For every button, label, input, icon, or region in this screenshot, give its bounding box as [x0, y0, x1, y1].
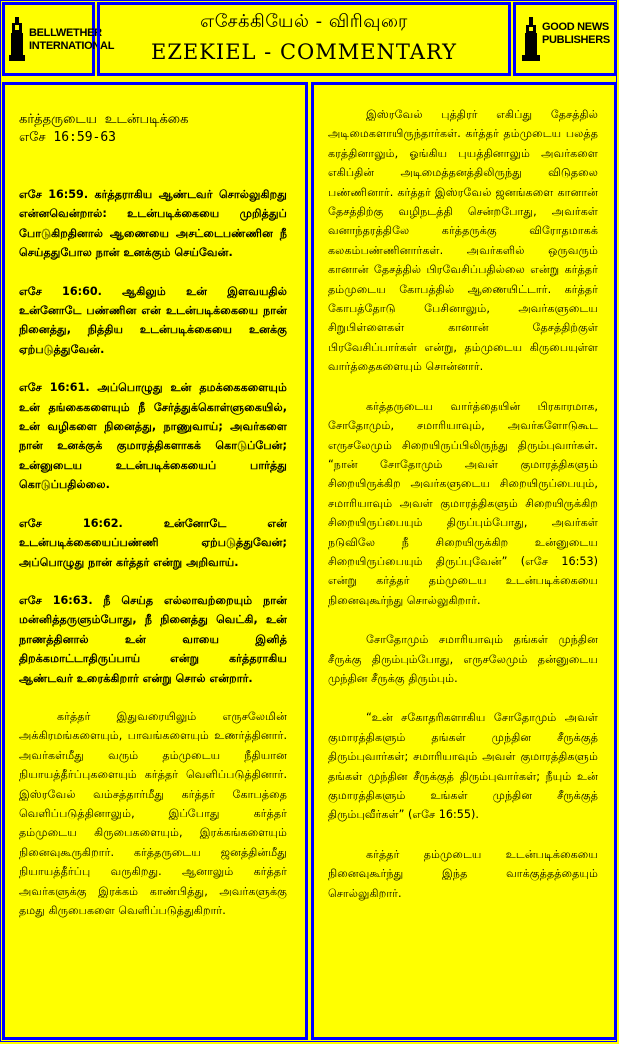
- commentary-paragraph: “உன் சகோதரிகளாகிய சோதோமும் அவள் குமாரத்திகளும் தங்கள் முந்தின சீருக்குத் திரும்புவார்கள்; சமாரியாவும் அவள் குமாரத்திகளும் தங்கள் முந்தின சீருக்குத் திரும்புவார்கள்; நீயும் உன் குமாரத்திகளும் உங்கள் முந்தின சீருக்குத் திரும்புவீர்கள்” (எசே 16:55).: [328, 711, 598, 822]
- section-heading: கர்த்தருடைய உடன்படிக்கை எசே 16:59-63: [19, 112, 189, 145]
- bell-tower-icon: [9, 17, 25, 61]
- commentary-paragraph: கர்த்தர் இதுவரையிலும் எருசலேமின் அக்கிரமங்களையும், பாவங்களையும் உணர்த்தினார். அவர்கள்மீது வரும் தம்முடைய நீதியான நியாயத்தீர்ப்புகளையும் கர்த்தர் வெளிப்படுத்தினார். இஸ்ரவேல் வம்சத்தார்மீது கர்த்தர் கோபத்தை வெளிப்படுத்தினாலும், இப்போது கர்த்தர் தம்முடைய கிருபைகளையும், இரக்கங்களையும் நினைவுகூருகிறார். கர்த்தருடைய ஜனத்தின்மீது நியாயத்தீர்ப்பு வருகிறது. ஆனாலும் கர்த்தர் அவர்களுக்கு இரக்கம் காண்பித்து, அவர்களுக்கு தமது கிருபைகளை வெளிப்படுத்துகிறார்.: [19, 709, 287, 917]
- verse-16-60: எசே 16:60. ஆகிலும் உன் இளவயதில் உன்னோடே பண்ணின என் உடன்படிக்கையை நான் நினைத்து, நித்திய உடன்படிக்கையை உனக்கு ஏற்படுத்துவேன்.: [19, 284, 287, 356]
- commentary-paragraph: கர்த்தர் தம்முடைய உடன்படிக்கையை நினைவுகூர்ந்து இந்த வாக்குத்தத்தையும் சொல்லுகிறார்.: [328, 847, 598, 900]
- tower-icon: [521, 17, 541, 61]
- title-english: EZEKIEL - COMMENTARY: [150, 40, 457, 64]
- bellwether-logo-text: BELLWETHER INTERNATIONAL: [29, 27, 115, 52]
- verse-16-63: எசே 16:63. நீ செய்த எல்லாவற்றையும் நான் மன்னித்தருளும்போது, நீ நினைத்து வெட்கி, உன் நாணத்தினால் உன் வாயை இனித் திறக்கமாட்டாதிருப்பாய் என்று கர்த்தராகிய ஆண்டவர் உரைக்கிறார் என்று சொல் என்றார்.: [19, 593, 287, 685]
- commentary-paragraph: சோதோமும் சமாரியாவும் தங்கள் முந்தின சீருக்கு திரும்பும்போது, எருசலேமும் தன்னுடைய முந்தின சீருக்கு திரும்பும்.: [328, 633, 598, 685]
- left-column: [2, 82, 308, 1040]
- good-news-logo-text: GOOD NEWS PUBLISHERS: [542, 21, 610, 46]
- right-column: [311, 82, 617, 1040]
- commentary-paragraph: கர்த்தருடைய வார்த்தையின் பிரகாரமாக, சோதோமும், சமாரியாவும், அவர்களோடுகூட எருசலேமும் சிறையிருப்பிலிருந்து திரும்புவார்கள். “நான் சோதோமும் அவள் குமாரத்திகளும் சிறையிருக்கிற அவர்களுடைய சிறையிருப்பையும், சமாரியாவும் அவள் குமாரத்திகளும் சிறையிருக்கிற சிறையிருப்பையும் திருப்பும்போது, அவர்கள் நடுவிலே நீ சிறையிருக்கிற உன்னுடைய சிறையிருப்பையும் திருப்புவேன்” (எசே 16:53) என்று கர்த்தர் தம்முடைய உடன்படிக்கையை நினைவுகூர்ந்து சொல்லுகிறார்.: [328, 399, 598, 607]
- commentary-paragraph: இஸ்ரவேல் புத்திரர் எகிப்து தேசத்தில் அடிமைகளாயிருந்தார்கள். கர்த்தர் தம்முடைய பலத்த கரத்தினாலும், ஓங்கிய புயத்தினாலும் அவர்களை எகிப்தின் அடிமைத்தனத்திலிருந்து விடுதலை பண்ணினார். கர்த்தர் இஸ்ரவேல் ஜனங்களை கானான் தேசத்திற்கு வழிநடத்தி சென்றபோது, அவர்கள் வனாந்தரத்திலே கர்த்தருக்கு விரோதமாகக் கலகம்பண்ணினார்கள். அவர்களில் ஒருவரும் கானான் தேசத்தில் பிரவேசிப்பதில்லை என்று கர்த்தர் தம்முடைய கோபத்தில் ஆணையிட்டார். கர்த்தர் கோபத்தோடு பேசினாலும், அவர்களுடைய சிறுபிள்ளைகள் கானான் தேசத்திற்குள் பிரவேசிப்பார்கள் என்று, தம்முடைய கிருபையுள்ள வார்த்தைகளையும் சொன்னார்.: [328, 108, 598, 374]
- title-tamil: எசேக்கியேல் - விரிவுரை: [200, 11, 408, 32]
- page-header: [0, 0, 619, 78]
- verse-16-62: எசே 16:62. உன்னோடே என் உடன்படிக்கையைப்பண்ணி ஏற்படுத்துவேன்; அப்பொழுது நான் கர்த்தர் என்று அறிவாய்.: [19, 516, 287, 569]
- title-box: [97, 2, 511, 76]
- verse-16-59: எசே 16:59. கர்த்தராகிய ஆண்டவர் சொல்லுகிறது என்னவென்றால்: உடன்படிக்கையை முறித்துப் போடுகிறதினால் ஆணையை அசட்டைபண்ணின நீ செய்ததுபோல நான் உனக்கும் செய்வேன்.: [19, 188, 287, 260]
- good-news-logo: [513, 2, 617, 76]
- bellwether-logo: [2, 2, 115, 76]
- verse-16-61: எசே 16:61. அப்பொழுது உன் தமக்கைகளையும் உன் தங்கைகளையும் நீ சேர்த்துக்கொள்ளுகையில், உன் வழிகளை நினைத்து, நாணுவாய்; அவர்களை நான் உனக்குக் குமாரத்திகளாகக் கொடுப்பேன்; உன்னுடைய உடன்படிக்கையைப் பார்த்து கொடுப்பதில்லை.: [19, 381, 287, 492]
